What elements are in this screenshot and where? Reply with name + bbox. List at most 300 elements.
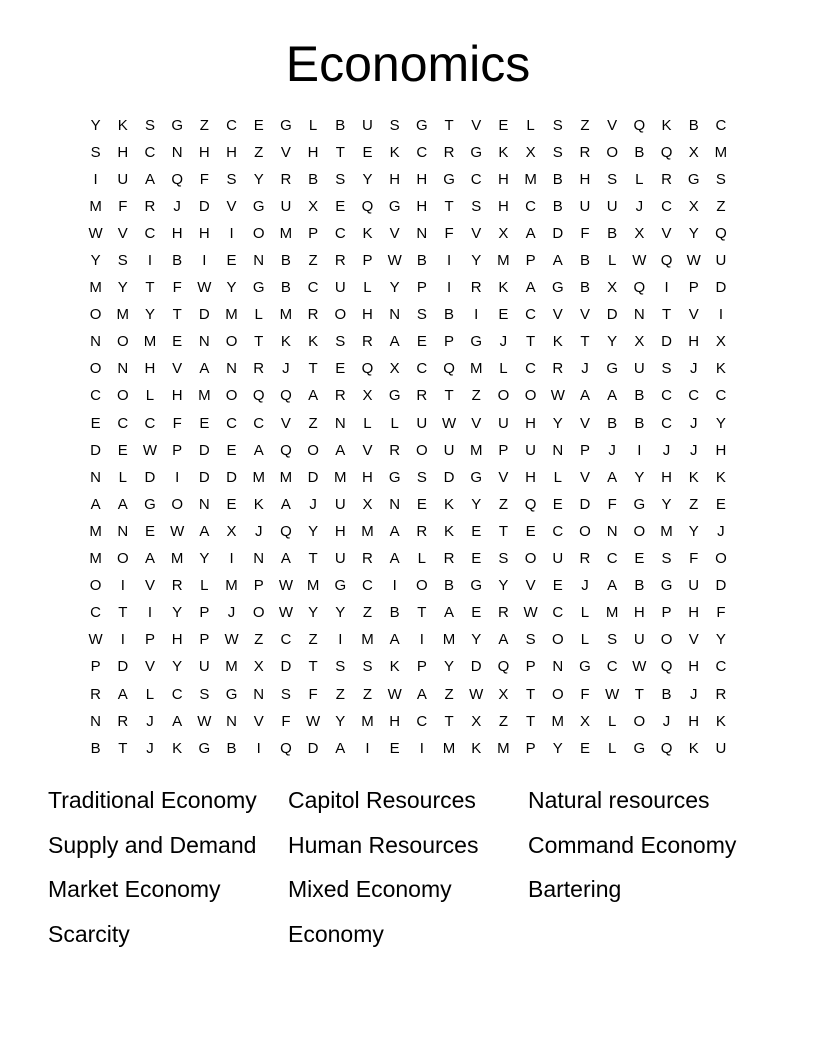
grid-letter: F bbox=[172, 279, 182, 297]
grid-letter: Q bbox=[361, 197, 374, 215]
grid-letter: G bbox=[470, 143, 483, 161]
grid-letter: P bbox=[199, 604, 210, 622]
grid-letter: Y bbox=[471, 631, 482, 649]
grid-letter: Y bbox=[715, 414, 726, 432]
grid-letter: O bbox=[660, 631, 673, 649]
grid-letter: W bbox=[306, 712, 321, 730]
grid-letter: M bbox=[225, 306, 238, 324]
grid-letter: I bbox=[120, 577, 125, 595]
grid-letter: B bbox=[552, 170, 563, 188]
grid-letter: N bbox=[198, 333, 210, 351]
grid-letter: Z bbox=[362, 604, 373, 622]
grid-letter: J bbox=[581, 360, 589, 378]
grid-letter: I bbox=[229, 224, 234, 242]
grid-letter: L bbox=[363, 279, 372, 297]
grid-letter: R bbox=[362, 550, 373, 568]
word-list-item: Market Economy bbox=[48, 876, 221, 903]
grid-letter: I bbox=[202, 252, 207, 270]
grid-letter: K bbox=[280, 333, 291, 351]
grid-letter: T bbox=[526, 333, 536, 351]
grid-letter: H bbox=[661, 468, 672, 486]
grid-letter: X bbox=[253, 658, 264, 676]
grid-letter: N bbox=[90, 333, 102, 351]
grid-letter: F bbox=[444, 224, 454, 242]
grid-letter: B bbox=[634, 143, 645, 161]
grid-letter: Q bbox=[171, 170, 183, 188]
grid-letter: H bbox=[497, 170, 509, 188]
grid-letter: I bbox=[664, 279, 669, 297]
grid-letter: G bbox=[606, 360, 618, 378]
grid-letter: G bbox=[633, 495, 646, 513]
grid-letter: B bbox=[335, 116, 346, 134]
grid-letter: T bbox=[661, 306, 672, 324]
grid-letter: Q bbox=[524, 495, 537, 513]
grid-letter: A bbox=[498, 631, 509, 649]
grid-letter: S bbox=[362, 658, 373, 676]
page-title: Economics bbox=[285, 36, 531, 92]
grid-letter: X bbox=[362, 387, 373, 405]
grid-letter: P bbox=[90, 658, 101, 676]
grid-letter: H bbox=[144, 360, 156, 378]
grid-letter: W bbox=[523, 604, 538, 622]
grid-letter: G bbox=[388, 197, 401, 215]
grid-letter: Q bbox=[443, 360, 455, 378]
grid-letter: E bbox=[226, 441, 237, 459]
grid-letter: D bbox=[307, 468, 319, 486]
grid-letter: Z bbox=[335, 685, 345, 703]
grid-row bbox=[82, 681, 742, 708]
grid-letter: C bbox=[715, 116, 727, 134]
grid-letter: E bbox=[226, 495, 237, 513]
grid-letter: C bbox=[144, 224, 156, 242]
grid-letter: L bbox=[308, 116, 318, 134]
grid-letter: A bbox=[607, 468, 618, 486]
grid-letter: O bbox=[633, 712, 646, 730]
grid-letter: O bbox=[307, 441, 319, 459]
grid-letter: T bbox=[118, 739, 128, 757]
grid-letter: A bbox=[525, 279, 536, 297]
grid-letter: V bbox=[552, 306, 563, 324]
grid-letter: Y bbox=[471, 495, 482, 513]
grid-letter: C bbox=[307, 279, 319, 297]
grid-letter: E bbox=[416, 333, 427, 351]
grid-letter: Y bbox=[552, 739, 563, 757]
grid-letter: T bbox=[308, 550, 318, 568]
grid-letter: S bbox=[498, 550, 509, 568]
letter-grid bbox=[82, 112, 742, 762]
grid-letter: B bbox=[226, 739, 237, 757]
grid-letter: K bbox=[715, 360, 726, 378]
grid-letter: E bbox=[117, 441, 128, 459]
grid-letter: O bbox=[579, 522, 591, 540]
grid-letter: W bbox=[224, 631, 239, 649]
grid-letter: D bbox=[715, 279, 727, 297]
grid-letter: V bbox=[253, 712, 264, 730]
grid-letter: J bbox=[662, 441, 671, 459]
grid-letter: C bbox=[525, 306, 537, 324]
grid-letter: D bbox=[226, 468, 237, 486]
grid-letter: S bbox=[607, 631, 618, 649]
grid-letter: M bbox=[442, 739, 456, 757]
grid-letter: P bbox=[416, 279, 427, 297]
grid-letter: L bbox=[118, 468, 127, 486]
grid-letter: K bbox=[172, 739, 183, 757]
grid-letter: C bbox=[606, 550, 618, 568]
grid-letter: V bbox=[280, 414, 291, 432]
grid-letter: W bbox=[469, 685, 484, 703]
grid-letter: W bbox=[632, 252, 647, 270]
grid-letter: W bbox=[605, 685, 620, 703]
grid-letter: H bbox=[198, 143, 210, 161]
grid-letter: V bbox=[471, 116, 482, 134]
grid-letter: O bbox=[225, 333, 238, 351]
grid-letter: O bbox=[715, 550, 727, 568]
grid-letter: H bbox=[362, 306, 373, 324]
grid-letter: I bbox=[256, 739, 261, 757]
grid-letter: K bbox=[498, 279, 509, 297]
grid-letter: C bbox=[470, 170, 482, 188]
grid-letter: K bbox=[362, 224, 373, 242]
grid-letter: A bbox=[607, 577, 618, 595]
grid-letter: L bbox=[145, 387, 155, 405]
grid-letter: N bbox=[90, 468, 102, 486]
grid-letter: R bbox=[280, 170, 292, 188]
grid-letter: A bbox=[144, 170, 155, 188]
grid-letter: N bbox=[90, 712, 102, 730]
grid-letter: U bbox=[334, 279, 346, 297]
grid-letter: P bbox=[416, 658, 427, 676]
grid-letter: Q bbox=[660, 143, 673, 161]
grid-letter: A bbox=[90, 495, 101, 513]
grid-letter: S bbox=[117, 252, 128, 270]
grid-letter: C bbox=[90, 604, 102, 622]
grid-letter: I bbox=[338, 631, 343, 649]
grid-letter: D bbox=[715, 577, 727, 595]
grid-letter: N bbox=[117, 360, 129, 378]
grid-letter: Q bbox=[660, 252, 673, 270]
grid-letter: T bbox=[444, 712, 454, 730]
grid-letter: R bbox=[579, 550, 591, 568]
grid-letter: L bbox=[254, 306, 263, 324]
grid-letter: D bbox=[198, 197, 210, 215]
grid-letter: C bbox=[661, 197, 672, 215]
word-list-item: Natural resources bbox=[528, 787, 710, 814]
grid-letter: L bbox=[390, 414, 399, 432]
grid-letter: R bbox=[470, 279, 482, 297]
grid-letter: H bbox=[633, 604, 645, 622]
grid-letter: P bbox=[525, 252, 536, 270]
grid-letter: Y bbox=[335, 712, 346, 730]
grid-letter: G bbox=[144, 495, 156, 513]
grid-letter: Y bbox=[335, 604, 346, 622]
grid-letter: R bbox=[362, 333, 373, 351]
grid-letter: X bbox=[525, 143, 536, 161]
grid-letter: K bbox=[308, 333, 319, 351]
grid-row bbox=[82, 600, 742, 627]
grid-letter: D bbox=[552, 224, 564, 242]
grid-letter: J bbox=[254, 522, 263, 540]
grid-letter: R bbox=[497, 604, 509, 622]
grid-letter: U bbox=[443, 441, 455, 459]
grid-letter: C bbox=[226, 414, 237, 432]
grid-letter: N bbox=[552, 441, 564, 459]
grid-letter: K bbox=[688, 468, 699, 486]
grid-letter: J bbox=[635, 197, 644, 215]
grid-letter: T bbox=[444, 116, 454, 134]
grid-letter: U bbox=[579, 197, 591, 215]
grid-letter: C bbox=[715, 387, 727, 405]
grid-letter: L bbox=[607, 252, 617, 270]
grid-letter: M bbox=[334, 468, 347, 486]
grid-letter: X bbox=[498, 685, 509, 703]
grid-letter: M bbox=[469, 360, 483, 378]
grid-row bbox=[82, 356, 742, 383]
grid-letter: H bbox=[334, 522, 346, 540]
grid-letter: Y bbox=[634, 468, 645, 486]
grid-letter: Y bbox=[688, 522, 699, 540]
grid-letter: S bbox=[661, 550, 672, 568]
grid-letter: T bbox=[634, 685, 644, 703]
grid-letter: Y bbox=[552, 414, 563, 432]
grid-letter: B bbox=[634, 414, 645, 432]
grid-letter: H bbox=[688, 333, 700, 351]
grid-letter: C bbox=[144, 143, 156, 161]
grid-letter: W bbox=[278, 604, 293, 622]
grid-letter: J bbox=[282, 360, 290, 378]
grid-letter: P bbox=[362, 252, 373, 270]
grid-letter: O bbox=[524, 550, 537, 568]
grid-letter: C bbox=[253, 414, 265, 432]
grid-letter: K bbox=[661, 116, 672, 134]
grid-letter: N bbox=[416, 224, 428, 242]
grid-letter: A bbox=[389, 333, 400, 351]
grid-letter: Y bbox=[226, 279, 237, 297]
grid-letter: C bbox=[144, 414, 156, 432]
word-list-item: Traditional Economy bbox=[48, 787, 257, 814]
grid-letter: W bbox=[441, 414, 457, 432]
grid-letter: M bbox=[497, 252, 510, 270]
grid-letter: J bbox=[173, 197, 181, 215]
grid-letter: C bbox=[362, 577, 373, 595]
grid-letter: G bbox=[171, 116, 183, 134]
grid-letter: S bbox=[226, 170, 237, 188]
grid-letter: E bbox=[362, 143, 373, 161]
grid-letter: I bbox=[392, 577, 397, 595]
grid-letter: S bbox=[525, 631, 536, 649]
grid-letter: W bbox=[387, 685, 402, 703]
grid-letter: Q bbox=[280, 387, 292, 405]
grid-letter: C bbox=[334, 224, 346, 242]
grid-letter: V bbox=[389, 224, 400, 242]
grid-row bbox=[82, 735, 742, 762]
grid-letter: E bbox=[471, 604, 482, 622]
grid-letter: P bbox=[579, 441, 590, 459]
grid-letter: U bbox=[497, 414, 509, 432]
word-list-item: Economy bbox=[288, 920, 384, 947]
grid-letter: B bbox=[634, 577, 645, 595]
grid-letter: C bbox=[416, 712, 428, 730]
grid-letter: N bbox=[633, 306, 645, 324]
grid-letter: H bbox=[198, 224, 210, 242]
grid-letter: O bbox=[334, 306, 347, 324]
grid-letter: R bbox=[144, 197, 156, 215]
grid-letter: O bbox=[551, 685, 564, 703]
grid-letter: G bbox=[225, 685, 238, 703]
grid-letter: I bbox=[718, 306, 723, 324]
grid-letter: U bbox=[525, 441, 537, 459]
grid-letter: I bbox=[419, 739, 424, 757]
grid-letter: Y bbox=[362, 170, 373, 188]
grid-letter: U bbox=[633, 360, 645, 378]
grid-letter: K bbox=[471, 739, 482, 757]
grid-letter: C bbox=[552, 522, 564, 540]
grid-letter: Z bbox=[308, 252, 318, 270]
grid-letter: M bbox=[605, 604, 619, 622]
grid-letter: G bbox=[416, 116, 428, 134]
grid-letter: T bbox=[444, 387, 454, 405]
grid-letter: A bbox=[199, 360, 210, 378]
grid-letter: D bbox=[198, 468, 210, 486]
grid-letter: S bbox=[335, 170, 346, 188]
grid-letter: O bbox=[633, 522, 646, 540]
grid-letter: T bbox=[417, 604, 427, 622]
grid-letter: R bbox=[443, 143, 455, 161]
grid-letter: W bbox=[170, 522, 185, 540]
grid-letter: M bbox=[116, 306, 130, 324]
grid-letter: U bbox=[362, 116, 373, 134]
grid-letter: J bbox=[608, 441, 616, 459]
grid-letter: F bbox=[689, 550, 699, 568]
grid-letter: V bbox=[661, 224, 672, 242]
grid-letter: N bbox=[226, 360, 237, 378]
grid-letter: N bbox=[552, 658, 564, 676]
grid-letter: C bbox=[416, 143, 428, 161]
grid-letter: I bbox=[147, 604, 153, 622]
grid-letter: S bbox=[607, 170, 618, 188]
grid-letter: E bbox=[335, 360, 346, 378]
grid-letter: X bbox=[226, 522, 237, 540]
grid-letter: M bbox=[497, 739, 510, 757]
grid-letter: Z bbox=[580, 116, 590, 134]
grid-letter: D bbox=[606, 306, 618, 324]
grid-letter: E bbox=[579, 739, 590, 757]
grid-letter: P bbox=[144, 631, 155, 649]
grid-letter: N bbox=[606, 522, 618, 540]
grid-letter: T bbox=[118, 604, 128, 622]
grid-letter: R bbox=[90, 685, 102, 703]
grid-letter: Q bbox=[633, 279, 646, 297]
grid-letter: W bbox=[88, 631, 103, 649]
grid-letter: O bbox=[524, 387, 537, 405]
grid-letter: V bbox=[579, 414, 590, 432]
grid-letter: I bbox=[446, 252, 452, 270]
grid-letter: M bbox=[225, 658, 238, 676]
grid-row bbox=[82, 247, 742, 274]
grid-letter: J bbox=[689, 414, 698, 432]
grid-letter: L bbox=[363, 414, 372, 432]
grid-letter: X bbox=[308, 197, 319, 215]
grid-letter: K bbox=[444, 495, 455, 513]
grid-letter: H bbox=[688, 658, 700, 676]
grid-letter: U bbox=[552, 550, 564, 568]
grid-letter: A bbox=[172, 712, 183, 730]
grid-letter: W bbox=[88, 224, 103, 242]
grid-letter: Z bbox=[308, 414, 318, 432]
grid-letter: M bbox=[252, 468, 265, 486]
grid-letter: G bbox=[198, 739, 211, 757]
grid-letter: V bbox=[144, 577, 155, 595]
grid-letter: V bbox=[607, 116, 618, 134]
grid-letter: I bbox=[474, 306, 479, 324]
grid-letter: D bbox=[661, 333, 672, 351]
grid-letter: M bbox=[714, 143, 728, 161]
grid-letter: E bbox=[552, 577, 563, 595]
grid-letter: M bbox=[89, 279, 102, 297]
grid-letter: A bbox=[444, 604, 455, 622]
grid-letter: O bbox=[225, 387, 238, 405]
grid-letter: C bbox=[661, 387, 672, 405]
grid-letter: X bbox=[607, 279, 618, 297]
grid-row bbox=[82, 464, 742, 491]
grid-letter: N bbox=[226, 712, 237, 730]
grid-letter: E bbox=[715, 495, 726, 513]
grid-letter: Z bbox=[498, 712, 508, 730]
grid-letter: Y bbox=[172, 604, 183, 622]
grid-letter: A bbox=[389, 522, 400, 540]
grid-letter: G bbox=[660, 577, 673, 595]
grid-letter: M bbox=[143, 333, 157, 351]
grid-letter: T bbox=[526, 712, 536, 730]
grid-letter: A bbox=[144, 550, 155, 568]
grid-letter: L bbox=[200, 577, 209, 595]
grid-letter: U bbox=[117, 170, 129, 188]
grid-letter: R bbox=[416, 522, 428, 540]
grid-letter: Z bbox=[689, 495, 699, 513]
grid-letter: O bbox=[116, 550, 129, 568]
grid-letter: U bbox=[334, 550, 346, 568]
grid-letter: A bbox=[335, 441, 346, 459]
grid-letter: P bbox=[498, 441, 509, 459]
grid-letter: B bbox=[661, 685, 672, 703]
grid-letter: V bbox=[579, 468, 590, 486]
grid-letter: F bbox=[580, 685, 590, 703]
grid-letter: Q bbox=[361, 360, 374, 378]
grid-letter: T bbox=[172, 306, 182, 324]
grid-letter: M bbox=[660, 522, 673, 540]
grid-letter: G bbox=[470, 577, 483, 595]
grid-letter: V bbox=[688, 631, 699, 649]
grid-letter: P bbox=[688, 279, 699, 297]
grid-letter: W bbox=[278, 577, 293, 595]
grid-letter: M bbox=[89, 522, 102, 540]
grid-letter: X bbox=[634, 224, 645, 242]
grid-row bbox=[82, 329, 742, 356]
grid-letter: D bbox=[198, 441, 210, 459]
grid-letter: O bbox=[89, 360, 102, 378]
grid-letter: G bbox=[252, 279, 265, 297]
grid-letter: D bbox=[144, 468, 156, 486]
grid-letter: C bbox=[525, 197, 537, 215]
grid-letter: F bbox=[199, 170, 209, 188]
grid-letter: Z bbox=[254, 631, 264, 649]
grid-letter: V bbox=[362, 441, 373, 459]
grid-row bbox=[82, 275, 742, 302]
grid-letter: O bbox=[551, 631, 564, 649]
grid-letter: K bbox=[389, 143, 400, 161]
word-list-item: Bartering bbox=[528, 876, 622, 903]
grid-letter: N bbox=[198, 495, 210, 513]
grid-letter: X bbox=[688, 143, 699, 161]
